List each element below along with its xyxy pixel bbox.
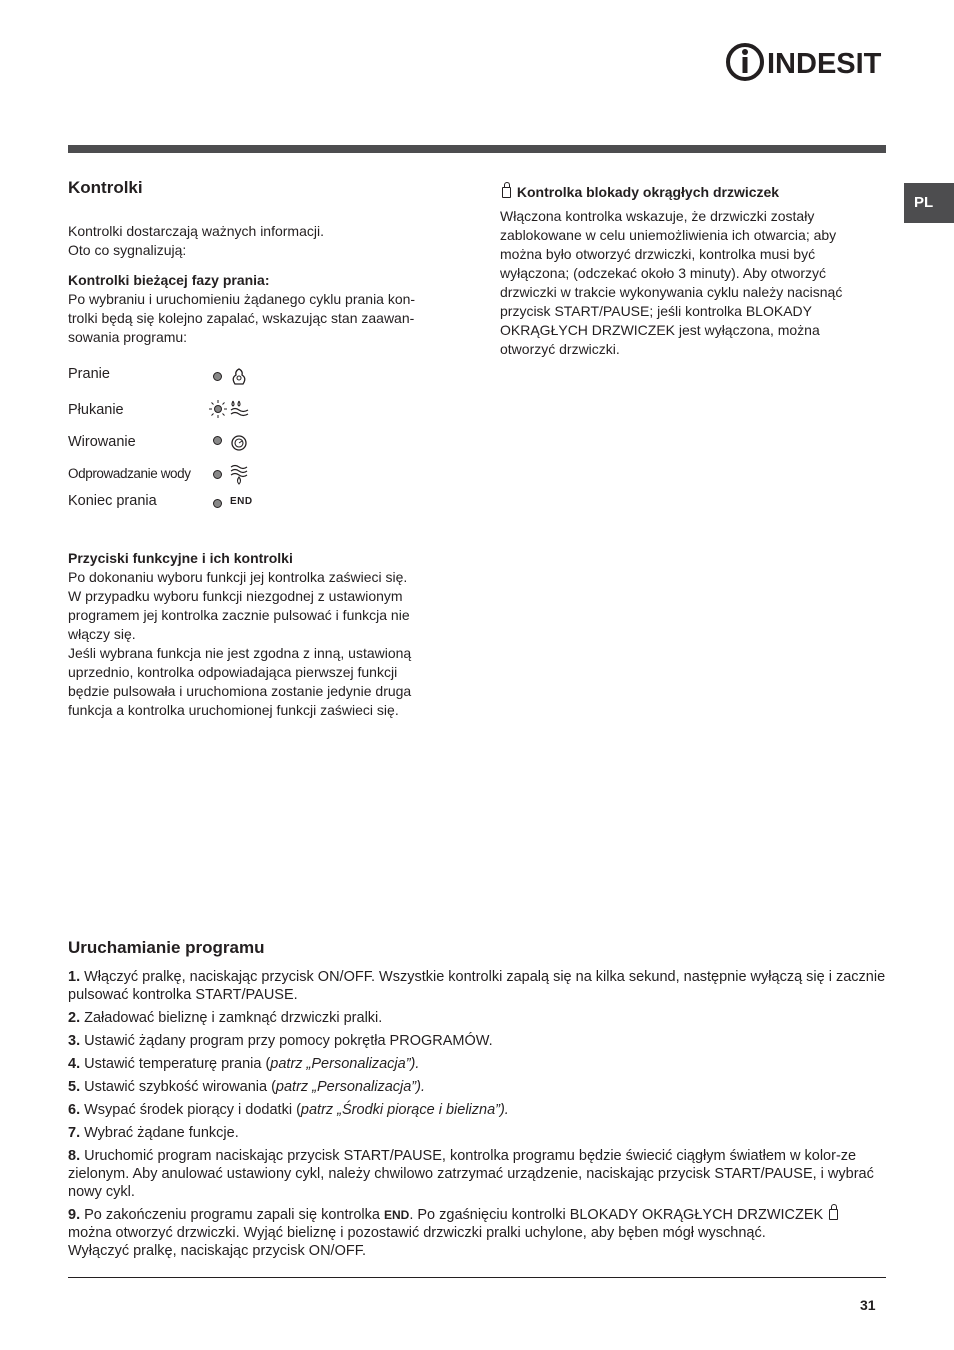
door-lock-text <box>500 207 880 359</box>
function-buttons-section <box>68 549 458 720</box>
indicator-row <box>68 466 191 481</box>
door-lock-line: Włączona kontrolka wskazuje, że drzwiczki zostały <box>500 208 815 224</box>
spin-icon <box>230 434 248 452</box>
brand-logo <box>725 40 887 84</box>
door-lock-line: drzwiczki w trakcie wykonywania cyklu należy nacisnąć <box>500 284 843 300</box>
steps-list <box>68 968 886 1260</box>
function-line: Jeśli wybrana funkcja nie jest zgodna z inną, ustawioną <box>68 645 412 661</box>
function-line: W przypadku wyboru funkcji niezgodnej z ustawionym <box>68 588 403 604</box>
door-lock-title <box>500 183 880 202</box>
indicator-row <box>68 366 110 382</box>
function-line: uprzednio, kontrolka odpowiadająca pierwszej funkcji <box>68 664 398 680</box>
blinking-led-icon <box>208 399 228 419</box>
end-indicator-icon: END <box>230 496 253 507</box>
wash-icon <box>230 366 248 386</box>
section-title-uruchamianie: Uruchamianie programu <box>68 938 265 957</box>
step-item: 4. Ustawić temperaturę prania (patrz „Personalizacja”). <box>68 1056 420 1072</box>
phase-text-3: sowania programu: <box>68 329 188 345</box>
language-tab: PL <box>904 183 954 223</box>
step-item: 8. Uruchomić program naciskając przycisk START/PAUSE, kontrolka programu będzie świecić ciągłym światłem w kolor-ze zielonym. Aby anulować ustawiony cykl, należy chwilowo zatrzymać urządzenie, naciskając przycisk START/PAUSE, i wybrać nowy cykl. <box>68 1148 874 1200</box>
phase-title: Kontrolki bieżącej fazy prania: <box>68 272 270 288</box>
door-lock-line: wyłączona; (odczekać około 3 minuty). Aby otworzyć <box>500 265 827 281</box>
indicator-led <box>213 372 222 381</box>
indicator-label: Odprowadzanie wody <box>68 466 191 481</box>
right-column <box>500 183 880 359</box>
function-line: funkcja a kontrolka uruchomionej funkcji zaświeci się. <box>68 702 399 718</box>
indicator-led <box>213 470 222 479</box>
left-column <box>68 178 458 347</box>
brand-name: INDESIT <box>767 48 882 80</box>
function-line: będzie pulsowała i uruchomiona zostanie jedynie druga <box>68 683 412 699</box>
intro-line-1: Kontrolki dostarczają ważnych informacji. <box>68 223 324 239</box>
section-title-kontrolki: Kontrolki <box>68 178 143 197</box>
footer-divider <box>68 1277 886 1278</box>
step-item: 6. Wsypać środek piorący i dodatki (patrz „Środki piorące i bielizna”). <box>68 1102 509 1118</box>
intro-line-2: Oto co sygnalizują: <box>68 242 187 258</box>
door-lock-line: przycisk START/PAUSE; jeśli kontrolka BLOKADY <box>500 303 812 319</box>
indicator-row <box>68 402 124 418</box>
indicator-led <box>213 499 222 508</box>
step-item: 5. Ustawić szybkość wirowania (patrz „Personalizacja”). <box>68 1079 425 1095</box>
indicator-label: Koniec prania <box>68 493 157 509</box>
function-line: Po dokonaniu wyboru funkcji jej kontrolka zaświeci się. <box>68 569 408 585</box>
indicator-label: Płukanie <box>68 402 124 418</box>
door-lock-line: zablokowane w celu uniemożliwienia ich otwarcia; aby <box>500 227 837 243</box>
indicator-row <box>68 434 136 450</box>
indicator-led <box>213 436 222 445</box>
door-lock-line: otworzyć drzwiczki. <box>500 341 620 357</box>
door-lock-line: można było otworzyć drzwiczki, kontrolka musi być <box>500 246 816 262</box>
function-line: włączy się. <box>68 626 136 642</box>
function-line: programem jej kontrolka zacznie pulsować i funkcja nie <box>68 607 410 623</box>
step-item: 1. Włączyć pralkę, naciskając przycisk ON/OFF. Wszystkie kontrolki zapalą się na kilka sekund, następnie wyłączą się i zacznie pulsować kontrolka START/PAUSE. <box>68 969 886 1003</box>
function-buttons-title: Przyciski funkcyjne i ich kontrolki <box>68 550 293 566</box>
step-item: 2. Załadować bieliznę i zamknąć drzwiczki pralki. <box>68 1010 383 1026</box>
step-item: 3. Ustawić żądany program przy pomocy pokrętła PROGRAMÓW. <box>68 1033 493 1049</box>
door-lock-title-text: Kontrolka blokady okrągłych drzwiczek <box>516 184 780 200</box>
phase-text-2: trolki będą się kolejno zapalać, wskazując stan zaawan- <box>68 310 415 326</box>
phase-text-1: Po wybraniu i uruchomieniu żądanego cyklu prania kon- <box>68 291 416 307</box>
start-program-section <box>68 938 886 1265</box>
door-lock-line: OKRĄGŁYCH DRZWICZEK jest wyłączona, można <box>500 322 820 338</box>
indicator-label: Wirowanie <box>68 434 136 450</box>
page-number: 31 <box>860 1297 876 1313</box>
end-indicator-icon: END <box>383 1208 410 1222</box>
indicator-row <box>68 493 157 509</box>
indesit-logo-icon <box>725 40 765 84</box>
lock-icon <box>829 1209 838 1220</box>
indicator-label: Pranie <box>68 366 110 382</box>
step-item: 7. Wybrać żądane funkcje. <box>68 1125 239 1141</box>
header-divider-bar <box>68 145 886 153</box>
lock-icon <box>502 187 511 198</box>
step-item: 9. Po zakończeniu programu zapali się kontrolka END. Po zgaśnięciu kontrolki BLOKADY OKRĄGŁYCH DRZWICZEK można otworzyć drzwiczki. Wyjąć bieliznę i pozostawić drzwiczki pralki uchylone, aby bęben mógł wyschnąć. Wyłączyć pralkę, naciskając przycisk ON/OFF. <box>68 1206 886 1260</box>
rinse-icon <box>230 399 250 417</box>
drain-icon <box>230 464 248 486</box>
